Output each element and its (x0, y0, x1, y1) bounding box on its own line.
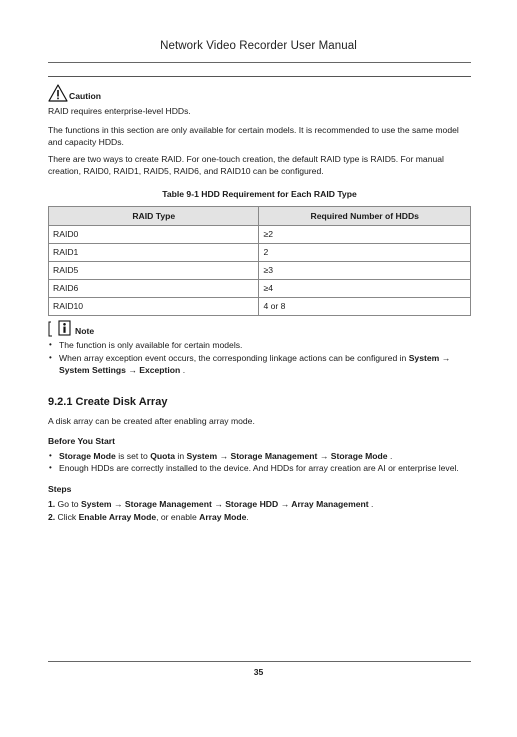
intro-paragraph-2: There are two ways to create RAID. For one-touch creation, the default RAID type is RAID5. For manual creation, RAID0, RAID1, RAID5, RAID6, and RAID10 can be configured. (48, 153, 444, 176)
column-header-raid-type: RAID Type (49, 207, 259, 226)
caution-heading (48, 82, 471, 102)
step-item: 2. Click Enable Array Mode, or enable Array Mode. (48, 511, 249, 522)
table-row (49, 262, 471, 280)
page-content (48, 76, 471, 523)
section-intro: A disk array can be created after enabling array mode. (48, 415, 255, 426)
before-you-start-heading: Before You Start (48, 436, 116, 446)
intro-paragraph-1: The functions in this section are only available for certain models. It is recommended to use the same model and capacity HDDs. (48, 124, 459, 147)
raid-type-cell: RAID10 (49, 298, 259, 316)
column-header-required-hdds: Required Number of HDDs (259, 207, 471, 226)
page-header: Network Video Recorder User Manual (160, 40, 357, 52)
menu-path: System → Storage Management → Storage Mode (186, 450, 388, 461)
header-rule (48, 62, 471, 63)
steps-heading: Steps (48, 483, 72, 494)
table-header-row (49, 207, 471, 226)
raid-type-cell: RAID5 (49, 262, 259, 280)
table-row (49, 280, 471, 298)
table-row (49, 298, 471, 316)
caution-title: Caution (69, 91, 101, 101)
note-heading (48, 319, 471, 337)
hdd-count-cell: 2 (259, 244, 471, 262)
list-item: • Storage Mode is set to Quota in System → Storage Management → Storage Mode . (48, 450, 471, 463)
note-info-icon (48, 320, 74, 337)
hdd-count-cell: ≥2 (259, 226, 471, 244)
hdd-count-cell: 4 or 8 (259, 298, 471, 316)
warning-triangle-icon (48, 84, 68, 102)
list-item: • Enough HDDs are correctly installed to the device. And HDDs for array creation are AI or enterprise level. (48, 462, 471, 475)
list-item: • When array exception event occurs, the corresponding linkage actions can be configured in System → System Settings → Exception . (48, 352, 471, 377)
footer-rule (48, 661, 471, 662)
raid-requirement-table (48, 206, 471, 316)
list-item: • The function is only available for certain models. (48, 339, 471, 352)
raid-type-cell: RAID6 (49, 280, 259, 298)
table-caption: Table 9-1 HDD Requirement for Each RAID Type (162, 188, 357, 199)
menu-path: System → Storage Management → Storage HDD → Array Management (80, 499, 369, 509)
section-title: 9.2.1 Create Disk Array (48, 395, 168, 408)
note-list (48, 339, 471, 377)
hdd-count-cell: ≥3 (259, 262, 471, 280)
raid-type-cell: RAID1 (49, 244, 259, 262)
raid-type-cell: RAID0 (49, 226, 259, 244)
note-title: Note (75, 326, 95, 336)
caution-top-rule (48, 76, 471, 77)
menu-path: System → System Settings → Exception (59, 352, 451, 375)
prerequisite-list (48, 450, 471, 475)
hdd-count-cell: ≥4 (259, 280, 471, 298)
table-row (49, 244, 471, 262)
page-number: 35 (253, 667, 264, 677)
step-item: 1. Go to System → Storage Management → Storage HDD → Array Management . (48, 499, 374, 509)
caution-text: RAID requires enterprise-level HDDs. (48, 106, 191, 116)
table-row (49, 226, 471, 244)
